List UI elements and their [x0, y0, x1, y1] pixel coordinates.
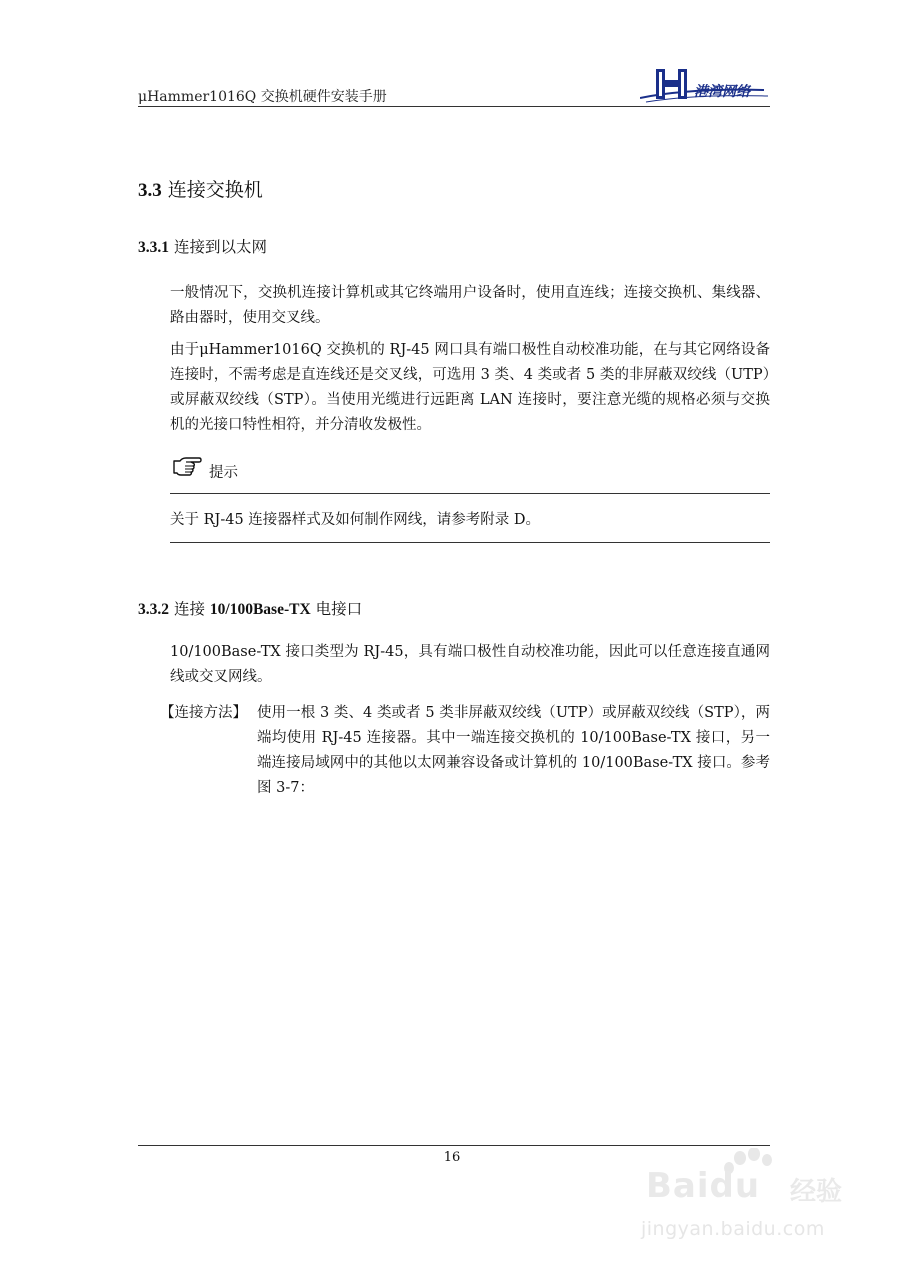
- section-title: 连接交换机: [167, 179, 263, 201]
- logo-text: 港湾网络: [694, 84, 750, 100]
- footer-divider: [138, 1145, 770, 1146]
- subsection-1-number: 3.3.1: [138, 239, 169, 256]
- subsection-2-title-suffix: 电接口: [315, 600, 363, 618]
- watermark-cn: 经验: [790, 1177, 843, 1207]
- header-divider: [138, 106, 770, 107]
- page-number: 16: [443, 1150, 461, 1165]
- tip-top-rule: [170, 493, 770, 494]
- subsection-2-title-prefix: 连接: [173, 600, 205, 618]
- subsection-2-number: 3.3.2: [138, 601, 169, 618]
- pointing-hand-icon: [172, 453, 202, 479]
- section-heading: [138, 175, 263, 202]
- tip-text: 关于 RJ-45 连接器样式及如何制作网线，请参考附录 D。: [170, 512, 541, 528]
- section-number: 3.3: [138, 180, 162, 201]
- tip-label: 提示: [209, 465, 238, 481]
- subsection-1-title: 连接到以太网: [173, 238, 267, 256]
- method-text: 使用一根 3 类、4 类或者 5 类非屏蔽双绞线（UTP）或屏蔽双绞线（STP），两端均使用 RJ-45 连接器。其中一端连接交换机的 10/100Base-TX 接口，另一端连接局域网中的其他以太网兼容设备或计算机的 10/100Base-TX 接口。参考图 3-7：: [257, 705, 770, 796]
- watermark-url: jingyan.baidu.com: [641, 1218, 825, 1240]
- subsection-heading-2: [138, 597, 362, 619]
- paragraph-interface-type: 10/100Base-TX 接口类型为 RJ-45，具有端口极性自动校准功能，因此可以任意连接直通网线或交叉网线。: [170, 644, 770, 685]
- subsection-2-title-bold: 10/100Base-TX: [209, 601, 311, 618]
- subsection-heading-1: [138, 235, 267, 257]
- paragraph-cable-usage: 一般情况下，交换机连接计算机或其它终端用户设备时，使用直连线；连接交换机、集线器、路由器时，使用交叉线。: [170, 285, 770, 326]
- header-title: μHammer1016Q 交换机硬件安装手册: [138, 89, 387, 105]
- tip-bottom-rule: [170, 542, 770, 543]
- paragraph-auto-mdix: 由于μHammer1016Q 交换机的 RJ-45 网口具有端口极性自动校准功能，在与其它网络设备连接时，不需考虑是直连线还是交叉线，可选用 3 类、4 类或者 5 类的非屏蔽双绞线（UTP）或屏蔽双绞线（STP）。当使用光缆进行远距离 LAN 连接时，要注意光缆的规格必须与交换机的光接口特性相符，并分清收发极性。: [170, 342, 770, 433]
- method-label: 【连接方法】: [160, 705, 247, 721]
- watermark-brand: Baidu: [646, 1166, 761, 1206]
